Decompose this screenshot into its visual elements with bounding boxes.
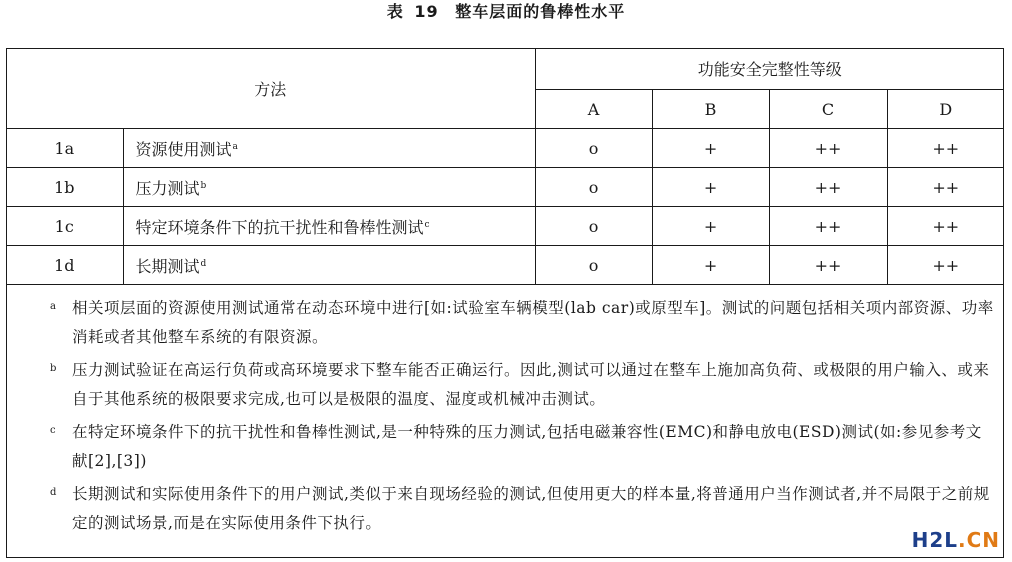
footnote-mark: b [50,363,57,374]
row-id: 1b [6,168,123,207]
row-value-b: + [652,168,769,207]
table-title [0,0,1012,30]
header-asil-group: 功能安全完整性等级 [535,48,1004,90]
footnote-mark: d [200,258,207,269]
footnote-text: 长期测试和实际使用条件下的用户测试,类似于来自现场经验的测试,但使用更大的样本量,将普通用户当作测试者,并不局限于之前规定的测试场景,而是在实际使用条件下执行。 [72,485,990,532]
row-value-b: + [652,207,769,246]
header-method: 方法 [6,48,535,129]
footnote-text: 压力测试验证在高运行负荷或高环境要求下整车能否正确运行。因此,测试可以通过在整车上施加高负荷、或极限的用户输入、或来自于其他系统的极限要求完成,也可以是极限的温度、湿度或机械冲击测试。 [72,361,990,408]
footnote-mark: c [50,425,57,436]
row-value-c: ++ [769,129,887,168]
site-watermark-logo [912,528,1000,552]
footnote [50,480,995,538]
row-id: 1d [6,246,123,285]
footnote-mark: c [424,219,430,230]
row-method: 特定环境条件下的抗干扰性和鲁棒性测试$^c$ [123,207,535,246]
table-row [6,129,1004,168]
footnote-mark: a [232,141,238,152]
footnote-mark: b [200,180,207,191]
row-value-b: + [652,246,769,285]
table-row [6,246,1004,285]
row-value-c: ++ [769,207,887,246]
watermark-part1: H2L [911,528,958,552]
footnote [50,356,995,414]
row-value-d: ++ [887,246,1004,285]
row-method: 长期测试$^d$ [123,246,535,285]
header-level-a: A [535,90,652,129]
row-method: 资源使用测试$^a$ [123,129,535,168]
row-value-d: ++ [887,129,1004,168]
footnote [50,418,995,476]
header-level-b: B [652,90,769,129]
row-value-b: + [652,129,769,168]
row-value-c: ++ [769,168,887,207]
footnote-mark: a [50,301,57,312]
table-title-text: 整车层面的鲁棒性水平 [455,2,626,21]
footnote-mark: d [50,487,57,498]
robustness-table [6,48,1004,285]
row-value-a: o [535,168,652,207]
table-row [6,168,1004,207]
footnote [50,294,995,352]
row-value-d: ++ [887,207,1004,246]
table-title-number: 19 [414,2,439,21]
watermark-part2: .CN [957,528,1000,552]
row-value-a: o [535,129,652,168]
row-value-a: o [535,207,652,246]
header-level-d: D [887,90,1004,129]
table-footnotes [50,294,995,542]
row-value-c: ++ [769,246,887,285]
row-id: 1a [6,129,123,168]
footnote-text: 相关项层面的资源使用测试通常在动态环境中进行[如:试验室车辆模型(lab car)或原型车]。测试的问题包括相关项内部资源、功率消耗或者其他整车系统的有限资源。 [72,299,994,346]
row-value-a: o [535,246,652,285]
row-value-d: ++ [887,168,1004,207]
footnote-text: 在特定环境条件下的抗干扰性和鲁棒性测试,是一种特殊的压力测试,包括电磁兼容性(EMC)和静电放电(ESD)测试(如:参见参考文献[2],[3]) [72,423,982,470]
table-row [6,207,1004,246]
header-level-c: C [769,90,887,129]
row-method: 压力测试$^b$ [123,168,535,207]
row-id: 1c [6,207,123,246]
table-title-prefix: 表 [386,2,404,21]
